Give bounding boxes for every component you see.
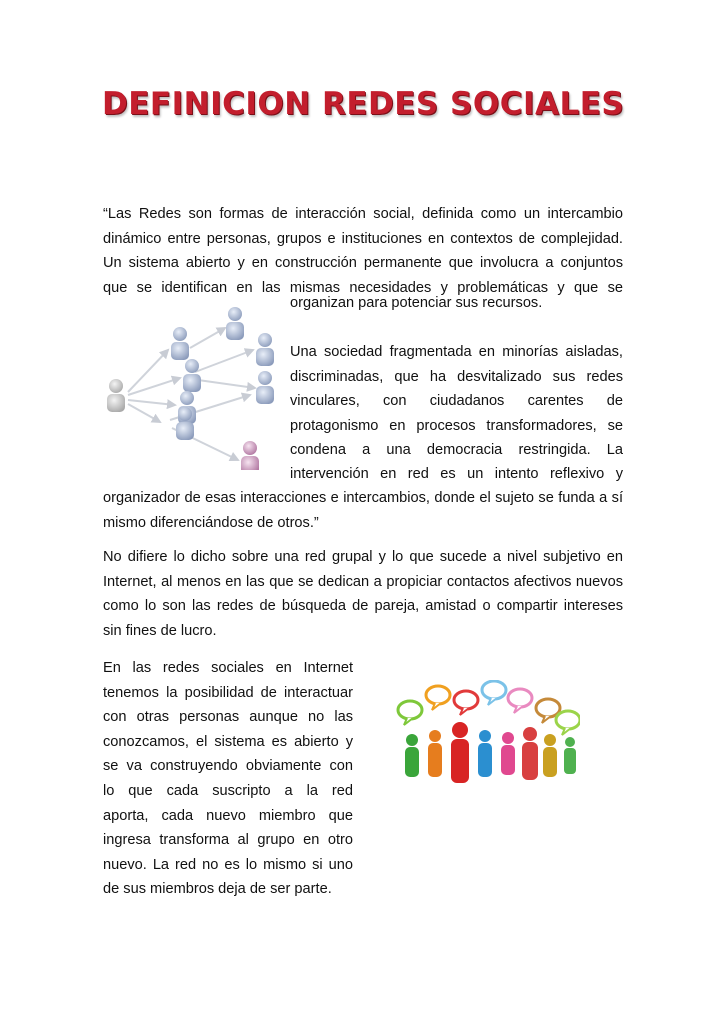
- people-group-icon: [405, 722, 576, 783]
- speech-bubble-icon: [398, 701, 422, 725]
- text-line: sin fines de lucro.: [103, 622, 217, 639]
- text-line: vinculares, con ciudadanos carentes de: [290, 393, 623, 410]
- text-line: de sus miembros deja de ser parte.: [103, 881, 332, 898]
- speech-bubble-icon: [454, 691, 478, 715]
- text-line: Un sistema abierto y en construcción permanente que involucra a conjuntos: [103, 255, 623, 272]
- text-line: aporta, cada nuevo miembro que: [103, 807, 353, 824]
- speech-bubble-icon: [556, 711, 580, 735]
- quote-paragraph-top: [103, 202, 623, 300]
- text-line: ingresa transforma al grupo en otro: [103, 832, 353, 849]
- speech-bubble-icon: [482, 681, 506, 705]
- text-line: discriminadas, que ha desvitalizado sus redes: [290, 368, 623, 385]
- quote-indented-line: [290, 291, 623, 316]
- person-icon: [176, 407, 194, 440]
- quote-paragraph-indented: [290, 340, 623, 463]
- text-line: “Las Redes son formas de interacción social, definida como un intercambio: [103, 206, 623, 222]
- text-line: No difiere lo dicho sobre una red grupal y lo que sucede a nivel subjetivo en: [103, 549, 623, 565]
- paragraph-internet: [103, 545, 623, 643]
- text-line: como lo son las redes de búsqueda de pareja, amistad o compartir intereses: [103, 598, 623, 615]
- person-icon: [256, 371, 274, 404]
- speech-bubble-icon: [426, 686, 450, 710]
- text-line: se va construyendo obviamente con: [103, 758, 353, 775]
- text-line: protagonismo en procesos transformadores, se: [290, 417, 623, 434]
- person-icon: [256, 333, 274, 366]
- text-line: dinámico entre personas, grupos e instituciones en contextos de complejidad.: [103, 230, 623, 247]
- text-line: conozcamos, el sistema es abierto y: [103, 733, 353, 750]
- person-icon: [107, 379, 125, 412]
- social-network-illustration: [100, 300, 290, 470]
- person-icon: [171, 327, 189, 360]
- text-line: mismo diferenciándose de otros.”: [103, 514, 319, 531]
- text-line: organizador de esas interacciones e intercambios, donde el sujeto se funda a sí: [103, 490, 623, 506]
- text-line: organizan para potenciar sus recursos.: [290, 295, 543, 311]
- speech-bubbles-people-illustration: [390, 680, 580, 800]
- text-line: que se identifican en las mismas necesidades y problemáticas y que se: [103, 279, 623, 296]
- text-line: tenemos la posibilidad de interactuar: [103, 684, 353, 701]
- text-line: condena a una democracia restringida. La: [290, 442, 623, 459]
- text-line: Internet, al menos en las que se dedican a propiciar contactos afectivos nuevos: [103, 573, 623, 590]
- text-line: Una sociedad fragmentada en minorías aisladas,: [290, 344, 623, 360]
- page-title: DEFINICION REDES SOCIALES: [102, 86, 625, 122]
- quote-indented-last-line: [290, 462, 623, 487]
- person-icon: [226, 307, 244, 340]
- text-line: lo que cada suscripto a la red: [103, 782, 353, 799]
- speech-bubble-icon: [508, 689, 532, 713]
- person-icon: [241, 441, 259, 470]
- person-icon: [183, 359, 201, 392]
- text-line: En las redes sociales en Internet: [103, 660, 353, 676]
- text-line: nuevo. La red no es lo mismo si uno: [103, 856, 353, 873]
- text-line: con otras personas aunque no las: [103, 709, 353, 726]
- quote-paragraph-bottom: [103, 486, 623, 535]
- text-line: intervención en red es un intento reflexivo y: [290, 466, 623, 482]
- paragraph-redes-sociales: [103, 656, 353, 902]
